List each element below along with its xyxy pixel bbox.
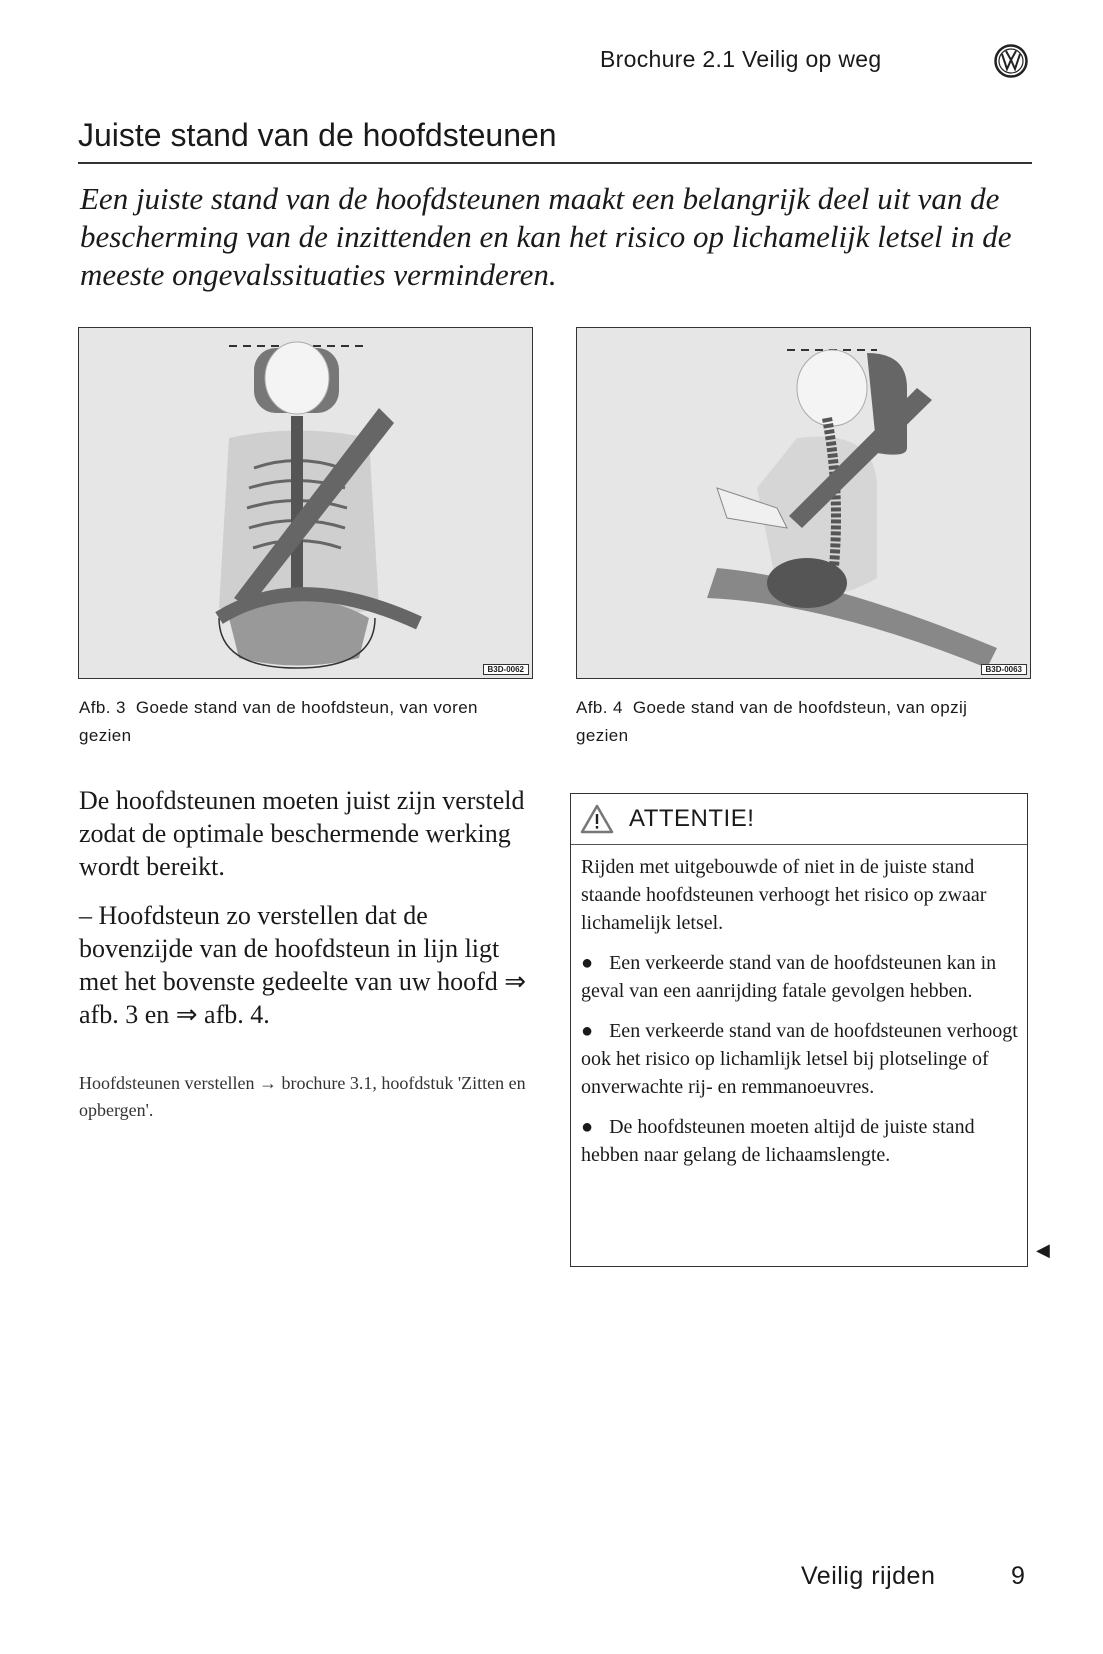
figure-caption-text: Goede stand van de hoofdsteun, van opzij gezien	[576, 698, 968, 745]
warning-header	[571, 794, 1027, 845]
figure-code: B3D-0063	[981, 664, 1027, 675]
bullet-icon: ●	[581, 1116, 594, 1138]
warning-intro: Rijden met uitgebouwde of niet in de juiste stand staande hoofdsteunen verhoogt het risico op zwaar lichamelijk letsel.	[581, 856, 987, 934]
warning-triangle-icon	[579, 803, 615, 835]
warning-bullet	[581, 1113, 1019, 1169]
page-title: Juiste stand van de hoofdsteunen	[78, 117, 557, 153]
warning-bullet-text: De hoofdsteunen moeten altijd de juiste stand hebben naar gelang de lichaamslengte.	[581, 1116, 975, 1166]
bullet-icon: ●	[581, 1020, 594, 1042]
figure-number: Afb. 4	[576, 698, 623, 717]
instruction-step: – Hoofdsteun zo verstellen dat de bovenzijde van de hoofdsteun in lijn ligt met het bovenste gedeelte van uw hoofd ⇒ afb. 3 en ⇒ afb. 4.	[79, 901, 527, 1029]
warning-body	[571, 845, 1027, 1169]
title-divider	[78, 162, 1032, 164]
figure-caption	[576, 694, 1016, 750]
intro-paragraph: Een juiste stand van de hoofdsteunen maakt een belangrijk deel uit van de bescherming van de inzittenden en kan het risico op lichamelijk letsel in de meeste ongevalssituaties verminderen.	[80, 181, 1012, 292]
warning-box	[570, 793, 1028, 1267]
figure-side-view	[576, 327, 1031, 679]
figure-front-view	[78, 327, 533, 679]
footer-section: Veilig rijden	[801, 1562, 936, 1590]
warning-bullet-text: Een verkeerde stand van de hoofdsteunen kan in geval van een aanrijding fatale gevolgen hebben.	[581, 952, 997, 1002]
warning-bullet	[581, 949, 1019, 1005]
figure-caption-text: Goede stand van de hoofdsteun, van voren gezien	[79, 698, 478, 745]
cross-reference-note: Hoofdsteunen verstellen → brochure 3.1, hoofdstuk 'Zitten en opbergen'.	[79, 1073, 526, 1120]
figure-number: Afb. 3	[79, 698, 126, 717]
skeleton-side-illustration	[577, 328, 1031, 679]
page-number: 9	[1011, 1562, 1025, 1590]
skeleton-front-illustration	[79, 328, 533, 679]
body-paragraph: De hoofdsteunen moeten juist zijn versteld zodat de optimale beschermende werking wordt bereikt.	[79, 786, 525, 881]
warning-bullet-text: Een verkeerde stand van de hoofdsteunen verhoogt ook het risico op lichamlijk letsel bij plotselinge of onverwachte rij- en remmanoeuvres.	[581, 1020, 1018, 1098]
running-header: Brochure 2.1 Veilig op weg	[600, 46, 882, 72]
body-text	[79, 784, 539, 1047]
section-end-marker-icon: ◀	[1036, 1240, 1050, 1260]
warning-bullet	[581, 1017, 1019, 1101]
figure-caption	[79, 694, 519, 750]
warning-title: ATTENTIE!	[629, 805, 755, 832]
vw-logo-icon	[994, 44, 1028, 78]
bullet-icon: ●	[581, 952, 594, 974]
figure-code: B3D-0062	[483, 664, 529, 675]
